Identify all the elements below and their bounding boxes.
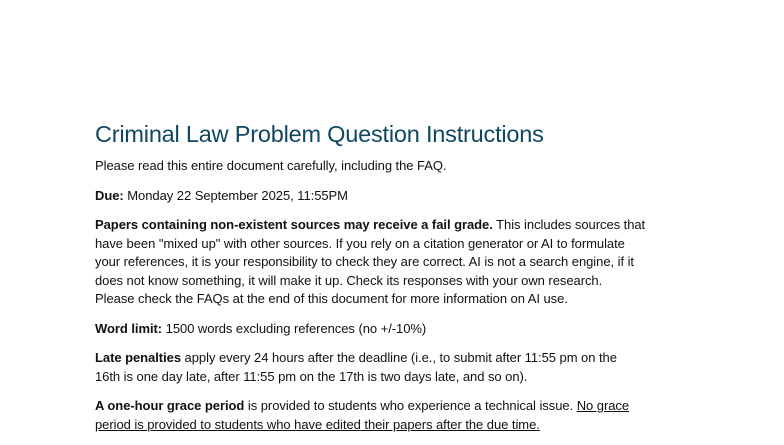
grace-text: is provided to students who experience a technical issue. xyxy=(244,398,577,413)
sources-line-3: your references, it is your responsibility to check they are correct. AI is not a search engine, if it xyxy=(95,254,634,269)
word-limit-value: 1500 words excluding references (no +/-10%) xyxy=(162,320,427,336)
sources-line-4: does not know something, it will make it up. Check its responses with your own research. xyxy=(95,272,603,288)
word-limit-label: Word limit: xyxy=(95,320,163,336)
grace-period-paragraph xyxy=(95,397,687,434)
sources-line-2: have been "mixed up" with other sources. If you rely on a citation generator or AI to formulate xyxy=(95,235,625,251)
grace-underline-2: period is provided to students who have edited their papers after the due time. xyxy=(95,416,540,432)
sources-line-1 xyxy=(95,216,687,235)
late-penalties-label: Late penalties xyxy=(95,350,181,365)
grace-underline-1: No grace xyxy=(576,398,630,413)
sources-warning: Papers containing non-existent sources may receive a fail grade. xyxy=(95,217,493,232)
sources-text-1: This includes sources that xyxy=(492,217,646,232)
due-paragraph xyxy=(95,187,687,206)
sources-line-5: Please check the FAQs at the end of this document for more information on AI use. xyxy=(95,291,568,306)
sources-paragraph xyxy=(95,216,687,309)
due-label: Due: xyxy=(95,187,124,203)
word-limit-paragraph xyxy=(95,320,687,339)
due-value: Monday 22 September 2025, 11:55PM xyxy=(123,187,348,203)
late-line-1 xyxy=(95,349,687,368)
document-title: Criminal Law Problem Question Instructions xyxy=(95,121,544,147)
late-penalties-paragraph xyxy=(95,349,687,386)
intro-paragraph: Please read this entire document carefully, including the FAQ. xyxy=(95,158,447,173)
grace-line-1 xyxy=(95,397,687,416)
document-content xyxy=(95,119,687,445)
late-line-2: 16th is one day late, after 11:55 pm on the 17th is two days late, and so on). xyxy=(95,368,528,384)
grace-period-label: A one-hour grace period xyxy=(95,398,245,413)
late-text-1: apply every 24 hours after the deadline (i.e., to submit after 11:55 pm on the xyxy=(181,350,617,365)
